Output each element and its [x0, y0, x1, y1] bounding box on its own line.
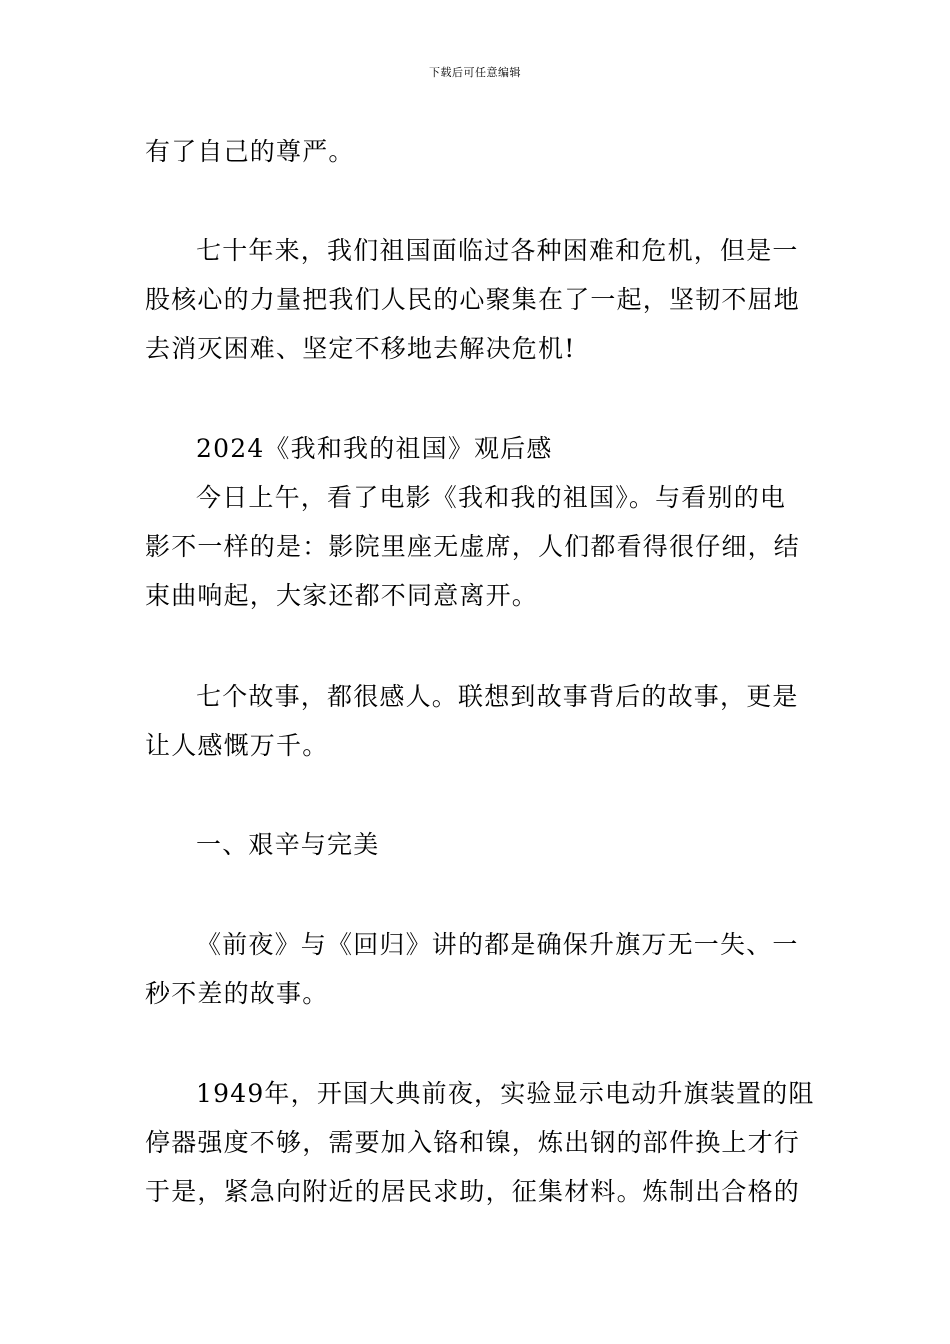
page-header-note: 下载后可任意编辑: [429, 66, 521, 79]
section-heading-hardship: [145, 820, 807, 869]
text-line: 停器强度不够，需要加入铬和镍，炼出钢的部件换上才行: [145, 1128, 801, 1157]
paragraph-seven-stories: [145, 672, 807, 770]
text-line: 于是，紧急向附近的居民求助，征集材料。炼制出合格的: [145, 1177, 801, 1206]
text-line: 2024《我和我的祖国》观后感: [196, 434, 553, 463]
text-line: 影不一样的是：影院里座无虚席，人们都看得很仔细，结: [145, 532, 801, 561]
text-line: 1949年，开国大典前夜，实验显示电动升旗装置的阻: [196, 1079, 815, 1108]
text-line: 七十年来，我们祖国面临过各种困难和危机，但是一: [196, 236, 799, 265]
text-line: 一、艰辛与完美: [196, 830, 380, 859]
text-line: 股核心的力量把我们人民的心聚集在了一起，坚韧不屈地: [145, 285, 801, 314]
paragraph-seventy-years: [145, 226, 807, 373]
paragraph-1949: [145, 1069, 815, 1216]
text-line: 去消灭困难、坚定不移地去解决危机!: [145, 334, 576, 363]
section-title-review: [145, 424, 807, 473]
paragraph-eve-and-return: [145, 920, 807, 1018]
text-line: 今日上午，看了电影《我和我的祖国》。与看别的电: [196, 483, 787, 512]
paragraph-closing-dignity: [145, 127, 807, 176]
text-line: 让人感慨万千。: [145, 731, 329, 760]
text-line: 有了自己的尊严。: [145, 137, 355, 166]
text-line: 秒不差的故事。: [145, 979, 329, 1008]
text-line: 束曲响起，大家还都不同意离开。: [145, 581, 539, 610]
text-line: 《前夜》与《回归》讲的都是确保升旗万无一失、一: [196, 930, 799, 959]
paragraph-watched-movie: [145, 473, 807, 620]
text-line: 七个故事，都很感人。联想到故事背后的故事，更是: [196, 682, 799, 711]
